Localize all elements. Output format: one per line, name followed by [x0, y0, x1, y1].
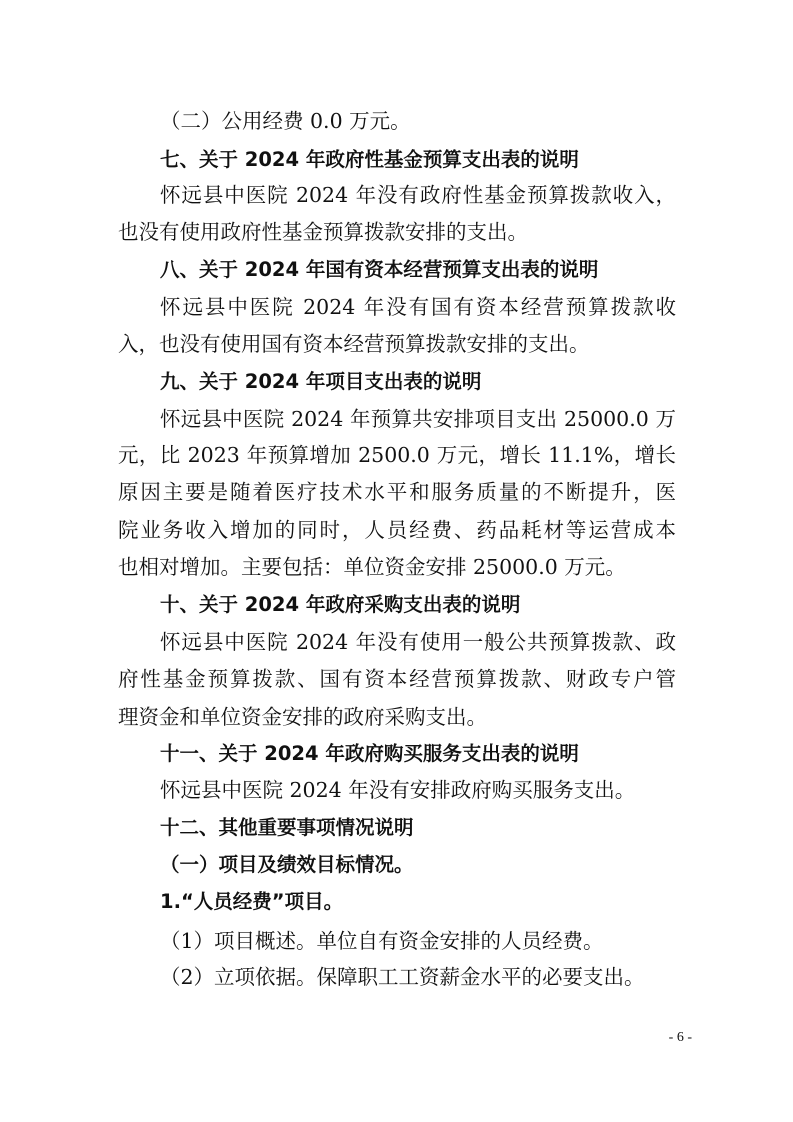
page-number: - 6 -	[668, 1030, 692, 1045]
body-line: 也没有使用政府性基金预算拨款安排的支出。	[118, 220, 528, 244]
body-line: 入，也没有使用国有资本经营预算拨款安排的支出。	[118, 332, 590, 356]
body-line: 原因主要是随着医疗技术水平和服务质量的不断提升，医	[118, 480, 676, 504]
body-line: 也相对增加。主要包括：单位资金安排 25000.0 万元。	[118, 555, 626, 579]
body-line: （1）项目概述。单位自有资金安排的人员经费。	[160, 929, 604, 953]
body-line: 怀远县中医院 2024 年没有使用一般公共预算拨款、政	[160, 630, 676, 654]
section-heading-9: 九、关于 2024 年项目支出表的说明	[160, 370, 482, 393]
body-line: 院业务收入增加的同时，人员经费、药品耗材等运营成本	[118, 518, 676, 542]
body-line: 怀远县中医院 2024 年没有安排政府购买服务支出。	[160, 778, 636, 802]
body-line: 理资金和单位资金安排的政府采购支出。	[118, 705, 487, 729]
body-line: （2）立项依据。保障职工工资薪金水平的必要支出。	[160, 965, 645, 989]
section-heading-8: 八、关于 2024 年国有资本经营预算支出表的说明	[160, 258, 599, 281]
section-heading-10: 十、关于 2024 年政府采购支出表的说明	[160, 593, 521, 616]
item-heading: 1.“人员经费”项目。	[160, 890, 344, 913]
body-line: 怀远县中医院 2024 年没有政府性基金预算拨款收入，	[160, 183, 676, 207]
body-line: 元，比 2023 年预算增加 2500.0 万元，增长 11.1%，增长	[118, 443, 676, 467]
body-line: 怀远县中医院 2024 年预算共安排项目支出 25000.0 万	[160, 407, 676, 431]
body-line: 府性基金预算拨款、国有资本经营预算拨款、财政专户管	[118, 667, 676, 691]
section-heading-7: 七、关于 2024 年政府性基金预算支出表的说明	[160, 148, 579, 171]
section-heading-11: 十一、关于 2024 年政府购买服务支出表的说明	[160, 742, 579, 765]
body-line: （二）公用经费 0.0 万元。	[160, 109, 411, 133]
section-heading-12: 十二、其他重要事项情况说明	[160, 816, 414, 839]
body-line: 怀远县中医院 2024 年没有国有资本经营预算拨款收	[160, 295, 676, 319]
subsection-heading: （一）项目及绩效目标情况。	[160, 853, 414, 876]
